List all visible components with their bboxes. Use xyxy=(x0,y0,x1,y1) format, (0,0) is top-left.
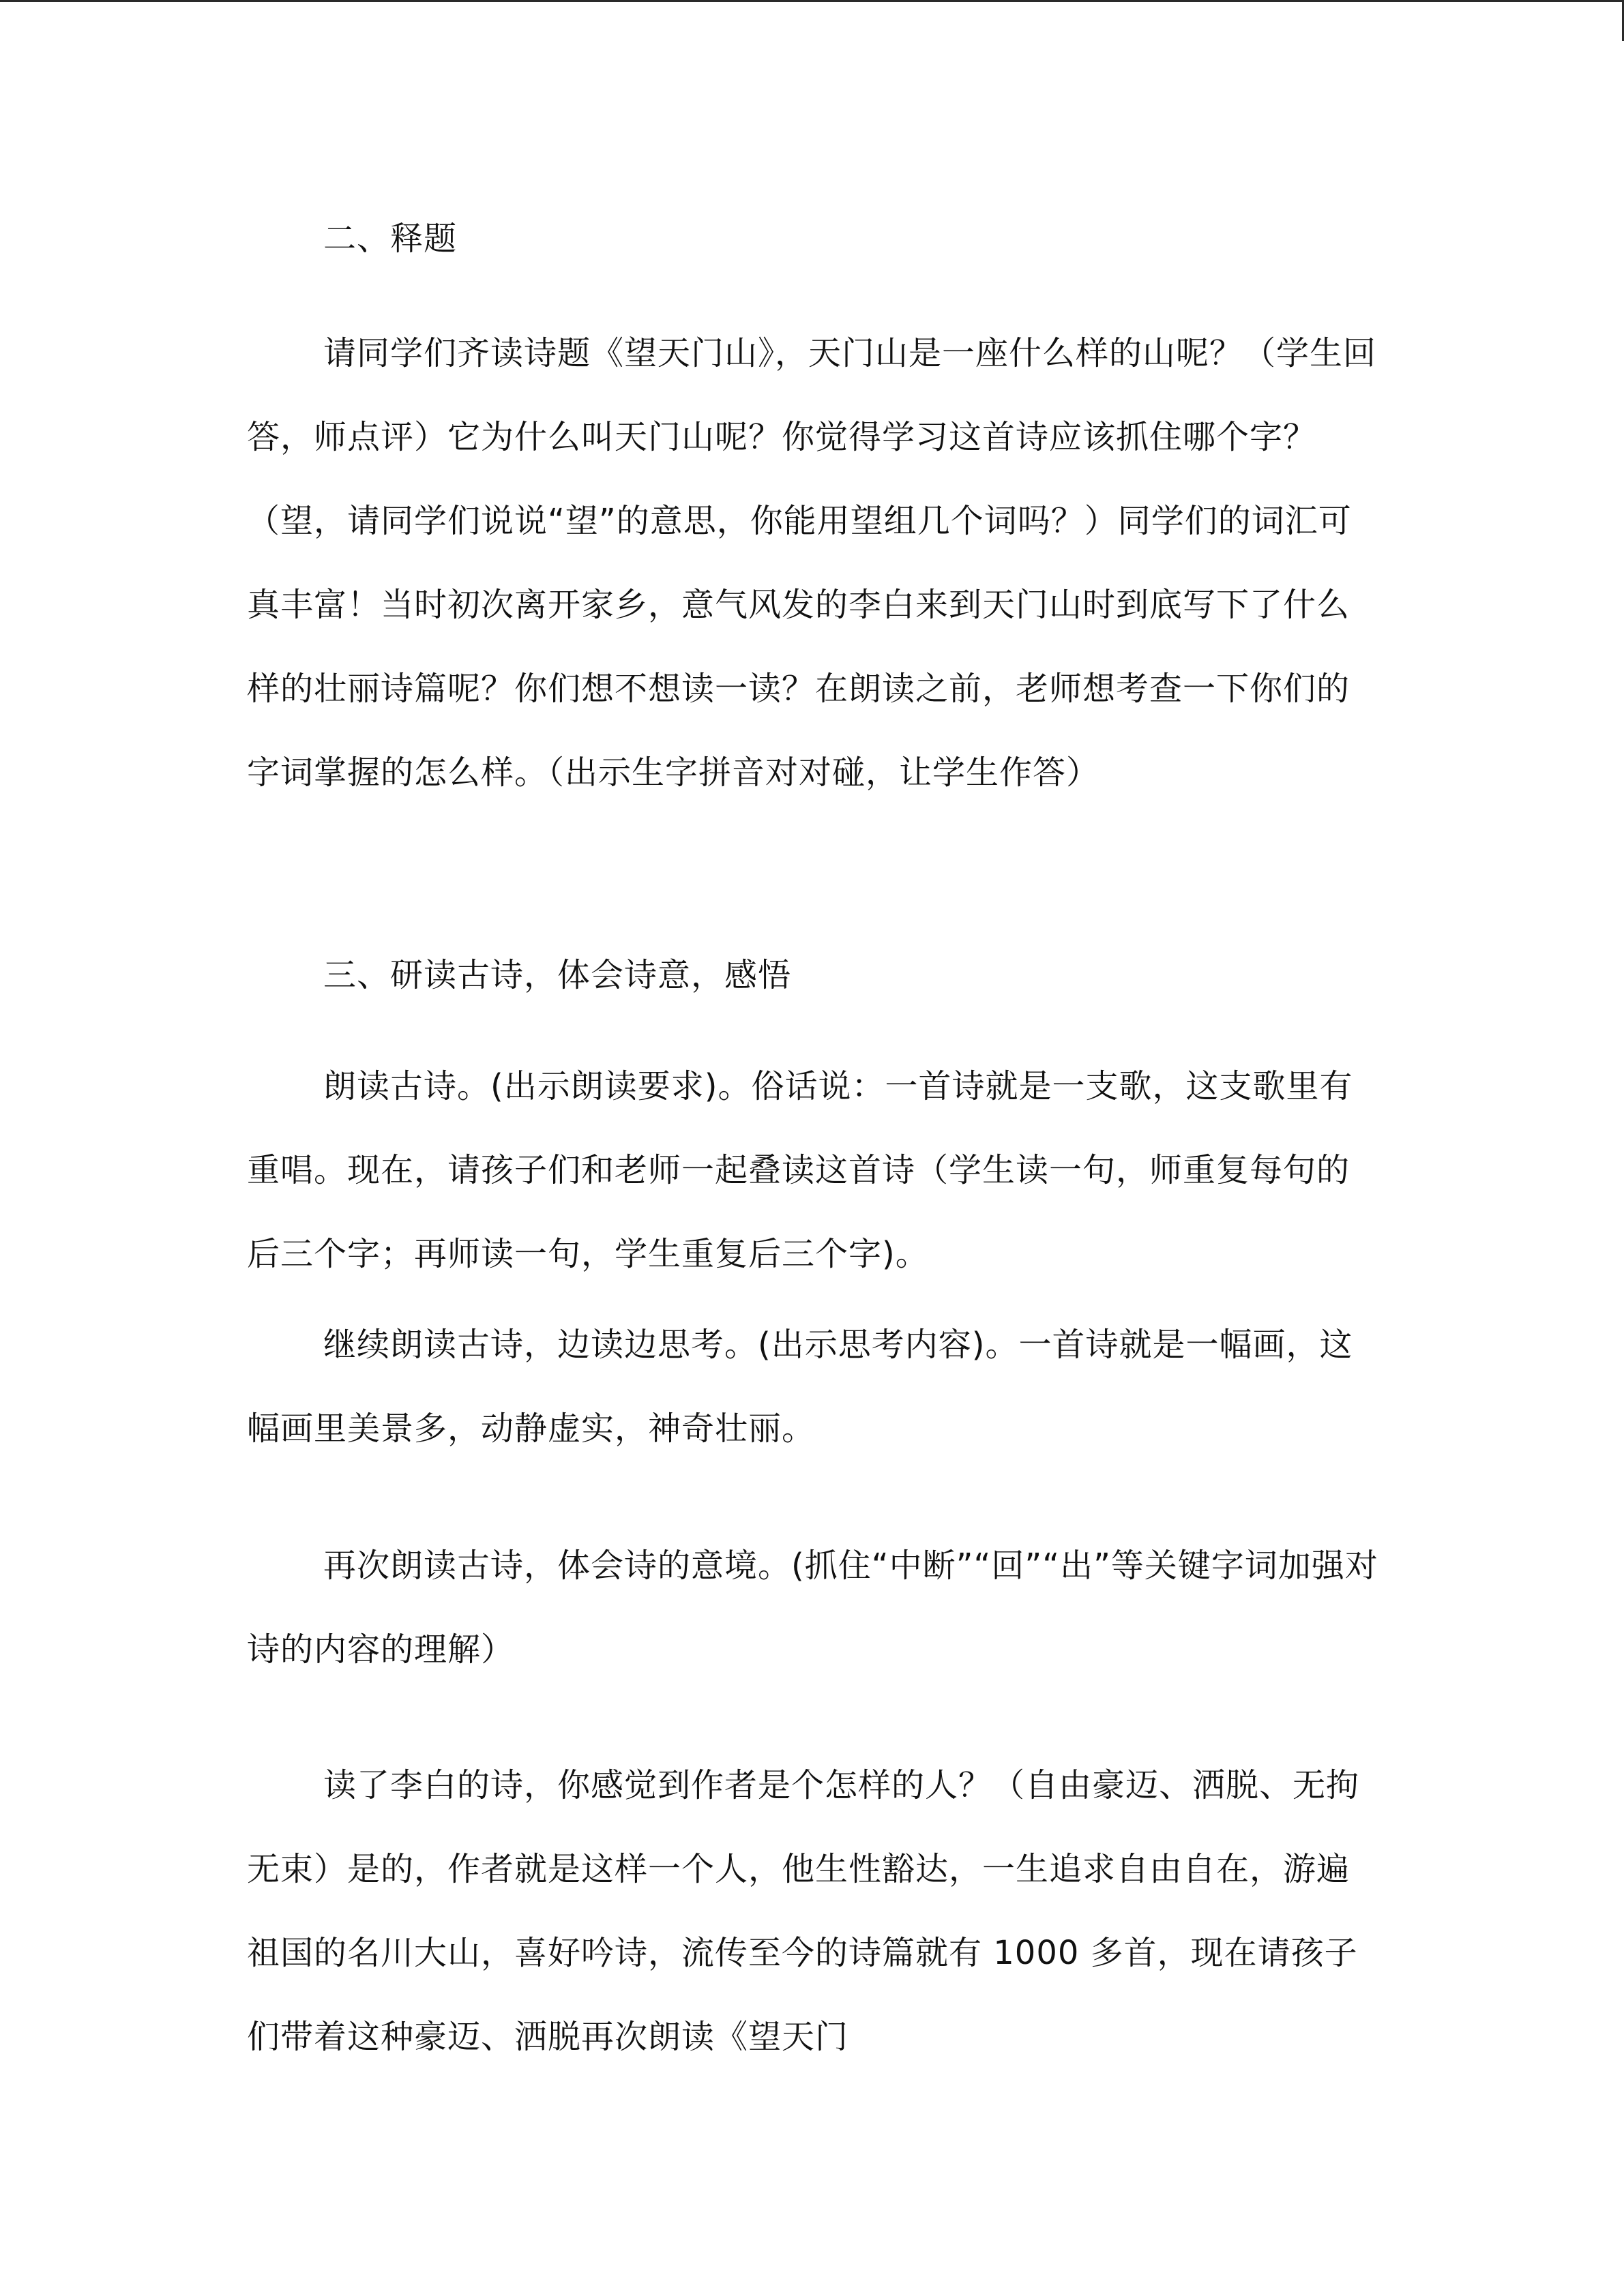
section-3-heading: 三、研读古诗，体会诗意，感悟 xyxy=(323,956,792,994)
reading-block xyxy=(247,1045,1379,1296)
section-2-heading: 二、释题 xyxy=(323,220,458,258)
again-block xyxy=(247,1524,1379,1692)
top-border-line xyxy=(0,0,1624,2)
again-paragraph: 再次朗读古诗，体会诗的意境。(抓住“中断”“回”“出”等关键字词加强对诗的内容的理解） xyxy=(247,1547,1378,1669)
section-2-block xyxy=(247,312,1379,815)
section-2-paragraph: 请同学们齐读诗题《望天门山》，天门山是一座什么样的山呢？（学生回答，师点评）它为什么叫天门山呢？你觉得学习这首诗应该抓住哪个字？（望，请同学们说说“望”的意思，你能用望组几个词吗？）同学们的词汇可真丰富！当时初次离开家乡，意气风发的李白来到天门山时到底写下了什么样的壮丽诗篇呢？你们想不想读一读？在朗读之前，老师想考查一下你们的字词掌握的怎么样。（出示生字拼音对对碰，让学生作答） xyxy=(247,334,1377,792)
author-paragraph: 读了李白的诗，你感觉到作者是个怎样的人？（自由豪迈、洒脱、无拘无束）是的，作者就是这样一个人，他生性豁达，一生追求自由自在，游遍祖国的名川大山，喜好吟诗，流传至今的诗篇就有 1000 多首，现在请孩子们带着这种豪迈、洒脱再次朗读《望天门 xyxy=(247,1766,1360,2056)
continue-paragraph: 继续朗读古诗，边读边思考。(出示思考内容)。一首诗就是一幅画，这幅画里美景多，动静虚实，神奇壮丽。 xyxy=(247,1326,1353,1448)
author-block xyxy=(247,1744,1379,2079)
reading-paragraph: 朗读古诗。(出示朗读要求)。俗话说：一首诗就是一支歌，这支歌里有重唱。现在，请孩子们和老师一起叠读这首诗（学生读一句，师重复每句的后三个字；再师读一句，学生重复后三个字)。 xyxy=(247,1067,1353,1273)
continue-block xyxy=(247,1303,1379,1471)
